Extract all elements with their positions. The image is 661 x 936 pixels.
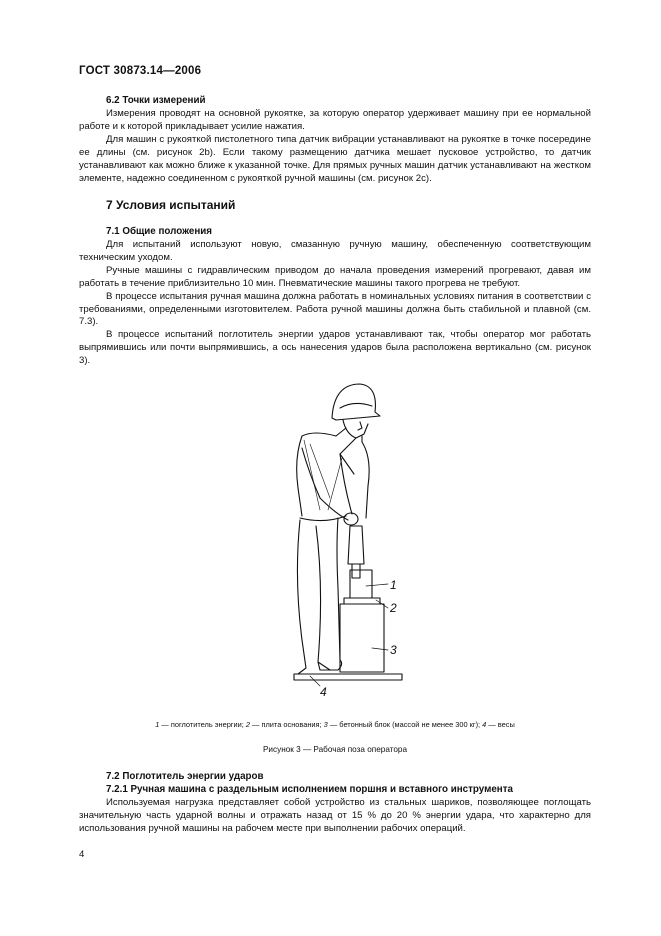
operator-posture-figure bbox=[280, 378, 420, 698]
paragraph: Ручные машины с гидравлическим приводом до начала проведения измерений прогревают, давая им работать в течение приблизительно 10 мин. Пневматические машины такого прогрева не требуют. bbox=[79, 264, 591, 289]
section-7-heading: 7 Условия испытаний bbox=[106, 198, 236, 212]
section-7-1-heading: 7.1 Общие положения bbox=[106, 226, 213, 237]
label-3: 3 bbox=[390, 643, 397, 657]
figure-caption: Рисунок 3 — Рабочая поза оператора bbox=[262, 745, 408, 754]
leader-line-3 bbox=[372, 648, 388, 650]
label-1: 1 bbox=[390, 578, 397, 592]
section-6-2-heading: 6.2 Точки измерений bbox=[106, 95, 206, 106]
back-outline bbox=[297, 433, 336, 516]
hand-tool-body bbox=[348, 526, 364, 564]
concrete-block bbox=[340, 604, 384, 672]
tool-bit bbox=[352, 564, 360, 578]
legend-text: — поглотитель энергии; bbox=[159, 720, 246, 729]
section-7-2-body bbox=[79, 797, 591, 836]
paragraph: Измерения проводят на основной рукоятке, за которую оператор удерживает машину при ее нормальной работе и к которой прикладывает усилие нажатия. bbox=[79, 108, 591, 132]
legend-text: — весы bbox=[486, 720, 515, 729]
paragraph: Используемая нагрузка представляет собой устройство из стальных шариков, позволяющее поглощать значительную часть ударной волны и отражать назад от 15 % до 20 % энергии удара, что характерно для использования ручной машины на рабочем месте при выполнении рабочих операций. bbox=[79, 797, 591, 834]
section-7-2-1-heading: 7.2.1 Ручная машина с раздельным исполнением поршня и вставного инструмента bbox=[106, 784, 513, 795]
paragraph: В процессе испытаний поглотитель энергии ударов устанавливают так, чтобы оператор мог работать выпрямившись или почти выпрямившись, а ось нанесения ударов была расположена вертикально (см. рисунок 3). bbox=[79, 329, 591, 367]
document-number: ГОСТ 30873.14—2006 bbox=[79, 65, 202, 77]
section-7-1-body bbox=[79, 239, 591, 368]
paragraph: Для испытаний используют новую, смазанную ручную машину, обеспеченную соответствующим техническим уходом. bbox=[79, 239, 591, 263]
legend-num: 2 bbox=[245, 720, 250, 729]
leader-line-4 bbox=[310, 676, 320, 686]
figure-legend bbox=[79, 720, 591, 729]
scales-platform bbox=[294, 674, 402, 680]
legend-text: — бетонный блок (массой не менее 300 кг); bbox=[327, 720, 483, 729]
label-2: 2 bbox=[390, 601, 397, 615]
belt-line bbox=[300, 516, 346, 521]
helmet-ridge bbox=[340, 403, 372, 408]
shirt-folds bbox=[304, 440, 342, 510]
face-outline bbox=[343, 420, 368, 438]
legend-num: 1 bbox=[155, 720, 160, 729]
section-7-2-heading: 7.2 Поглотитель энергии ударов bbox=[106, 771, 264, 782]
front-leg-inner bbox=[316, 526, 330, 670]
chest-outline bbox=[362, 442, 369, 518]
helmet-shape bbox=[332, 384, 380, 420]
paragraph: В процессе испытания ручная машина должна работать в номинальных условиях питания в соответствии с требованиями, определенными изготовителем. Работа ручной машины должна быть стабильной и плавной (см. 7.3). bbox=[79, 290, 591, 328]
label-4: 4 bbox=[320, 685, 327, 698]
page-number: 4 bbox=[79, 849, 85, 860]
nose-line bbox=[358, 422, 362, 430]
back-leg bbox=[297, 520, 306, 674]
legend-num: 4 bbox=[482, 720, 487, 729]
paragraph: Для машин с рукояткой пистолетного типа датчик вибрации устанавливают на рукоятке в точке посередине ее длины (см. рисунок 2b). Если такому размещению датчика мешает пусковое устройство, то датчик устанавливают как можно ближе к указанной точке. Для прямых ручных машин датчик устанавливают на жестком элементе, надежно соединенном с рукояткой ручной машины (см. рисунок 2с). bbox=[79, 133, 591, 184]
section-6-2-body bbox=[79, 108, 591, 185]
base-plate bbox=[344, 598, 380, 604]
energy-absorber bbox=[350, 570, 372, 598]
legend-num: 3 bbox=[323, 720, 328, 729]
leader-line-1 bbox=[366, 584, 388, 586]
legend-text: — плита основания; bbox=[249, 720, 324, 729]
